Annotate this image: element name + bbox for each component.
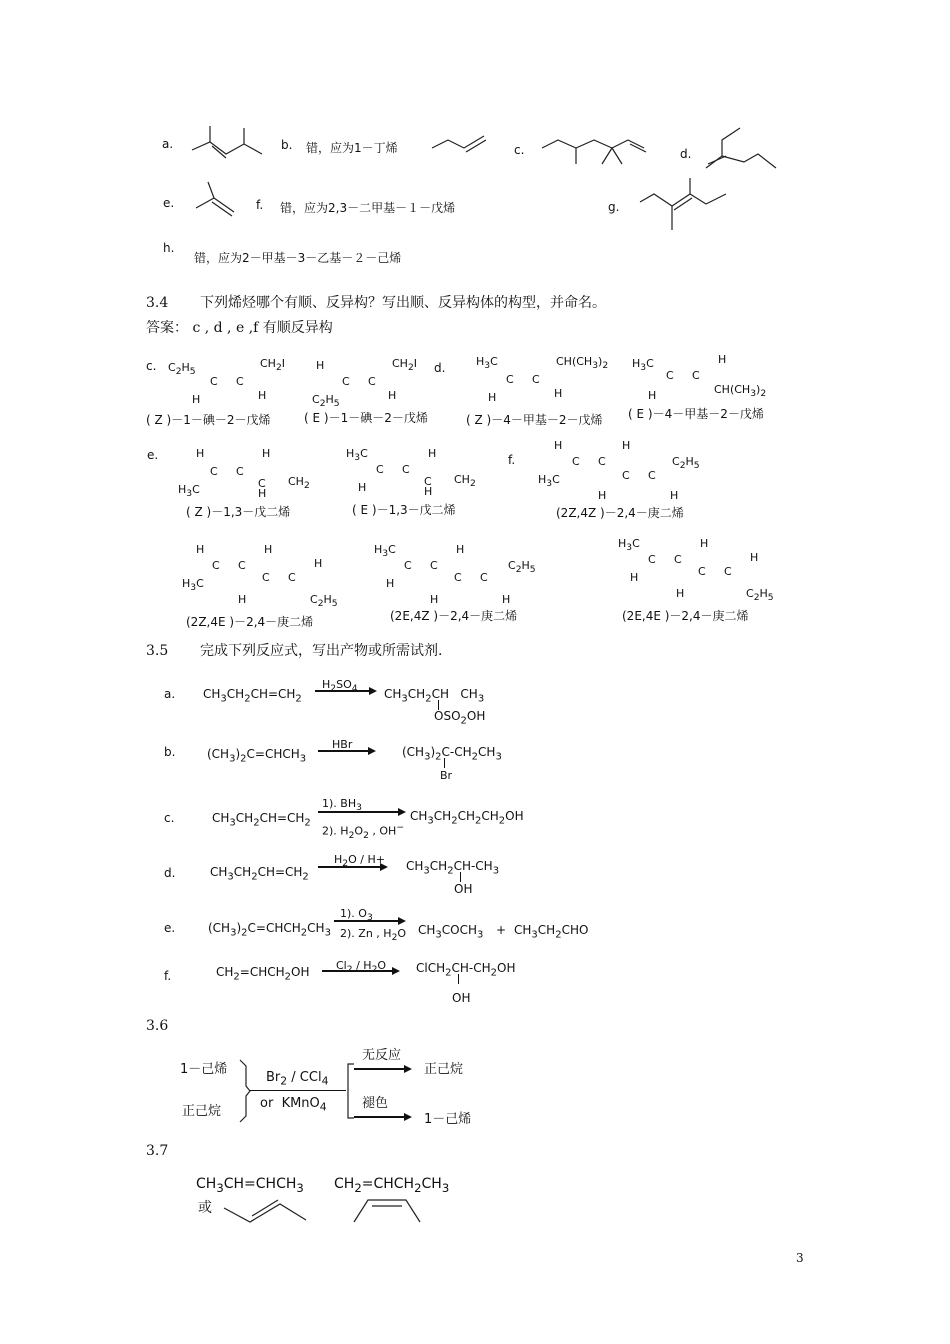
struct-e1-atom: C	[258, 477, 266, 490]
reaction-f-bond	[458, 974, 459, 984]
item-e-label: e.	[163, 196, 175, 210]
struct-f2-atom: H	[314, 557, 323, 570]
struct-f3-atom: C	[430, 559, 438, 572]
structure-d	[700, 124, 780, 176]
struct-f3-atom: C	[404, 559, 412, 572]
struct-e1-atom: $H_3C$	[178, 483, 200, 500]
isomer-f-label: f.	[508, 453, 516, 467]
section-3-4-number: 3.4	[146, 295, 169, 311]
reaction-d-arrow	[318, 866, 386, 868]
struct-f1-atom: H	[598, 489, 607, 502]
structure-2-butene	[222, 1196, 312, 1226]
struct-c1-atom: C	[210, 375, 218, 388]
isomer-name-c2: ( E )－1－碘－2－戊烯	[304, 411, 428, 425]
mixture-top: 1－己烯	[180, 1062, 228, 1077]
reaction-b-reactant: $(CH_3)_2C=CHCH_3$	[207, 747, 307, 765]
test-line	[250, 1090, 346, 1091]
reaction-d-label: d.	[164, 866, 176, 880]
struct-e2-atom: $H_3C$	[346, 447, 368, 464]
reaction-c-reagent-1: 1). $BH_3$	[322, 797, 362, 814]
struct-f2-atom: H	[238, 593, 247, 606]
mixture-bottom: 正己烷	[182, 1104, 222, 1119]
struct-e1-atom: H	[258, 487, 267, 500]
isomer-name-f3: (2E,4Z )－2,4－庚二烯	[390, 609, 518, 623]
reaction-e-product-1: $CH_3COCH_3$	[418, 923, 484, 941]
struct-f1-atom: H	[670, 489, 679, 502]
struct-f3-atom: H	[386, 577, 395, 590]
struct-f4-atom: C	[674, 553, 682, 566]
isomer-1-formula: $CH_3CH=CHCH_3$	[196, 1176, 304, 1195]
struct-d1-atom: C	[532, 373, 540, 386]
reaction-a-product: $CH_3CH_2CH$ $CH_3$	[384, 687, 485, 705]
struct-f1-atom: C	[572, 455, 580, 468]
struct-f3-atom: H	[456, 543, 465, 556]
reaction-a-reagent: $H_2SO_4$	[322, 678, 358, 695]
item-g-label: g.	[608, 200, 620, 214]
reaction-e-reactant: $(CH_3)_2C=CHCH_2CH_3$	[208, 921, 331, 939]
structure-e	[192, 178, 242, 218]
struct-c1-atom: C	[236, 375, 244, 388]
isomer-name-d2: ( E )－4－甲基－2－戊烯	[628, 407, 764, 421]
reaction-b-label: b.	[164, 745, 176, 759]
struct-f4-atom: $H_3C$	[618, 537, 640, 554]
reaction-e-product-2: $CH_3CH_2CHO$	[514, 923, 589, 941]
section-3-7-number: 3.7	[146, 1143, 169, 1159]
product-hexane: 正己烷	[424, 1062, 464, 1077]
struct-f3-atom: $H_3C$	[374, 543, 396, 560]
struct-f3-atom: C	[480, 571, 488, 584]
struct-f1-atom: C	[622, 469, 630, 482]
struct-e2-atom: H	[428, 447, 437, 460]
struct-e1-atom: H	[262, 447, 271, 460]
struct-f4-atom: C	[724, 565, 732, 578]
struct-d2-atom: H	[718, 353, 727, 366]
struct-f2-atom: C	[212, 559, 220, 572]
isomer-d-label: d.	[434, 361, 446, 375]
struct-f4-atom: H	[750, 551, 759, 564]
structure-a	[190, 122, 270, 167]
struct-f1-atom: H	[554, 439, 563, 452]
struct-d2-atom: $CH(CH_3)_2$	[714, 383, 767, 400]
reaction-c-reagent-2: 2). $H_2O_2$ , OH−	[322, 822, 404, 841]
struct-c2-atom: C	[368, 375, 376, 388]
struct-c2-atom: H	[388, 389, 397, 402]
struct-e2-atom: $CH_2$	[454, 473, 476, 490]
struct-d2-atom: H	[648, 389, 657, 402]
result-bracket	[344, 1062, 356, 1120]
struct-e2-atom: H	[358, 481, 367, 494]
reaction-a-substituent: $OSO_2OH$	[434, 709, 486, 727]
struct-f1-atom: C	[598, 455, 606, 468]
reaction-b-substituent: Br	[440, 769, 453, 782]
isomer-name-f4: (2E,4E )－2,4－庚二烯	[622, 609, 749, 623]
result-decolor: 褪色	[362, 1096, 389, 1111]
reaction-b-arrow	[318, 750, 374, 752]
struct-d1-atom: C	[506, 373, 514, 386]
struct-f1-atom: $H_3C$	[538, 473, 560, 490]
isomer-c-label: c.	[146, 359, 157, 373]
struct-c2-atom: C	[342, 375, 350, 388]
struct-f4-atom: H	[700, 537, 709, 550]
struct-c2-atom: $C_2H_5$	[312, 393, 340, 410]
item-f-label: f.	[256, 198, 264, 212]
isomer-name-f2: (2Z,4E )－2,4－庚二烯	[186, 615, 314, 629]
reaction-a-reactant: $CH_3CH_2CH=CH_2$	[203, 687, 302, 705]
struct-f3-atom: $C_2H_5$	[508, 559, 536, 576]
isomer-name-d1: ( Z )－4－甲基－2－戊烯	[466, 413, 603, 427]
struct-e2-atom: C	[376, 463, 384, 476]
struct-e1-atom: C	[236, 465, 244, 478]
reaction-e-arrow	[334, 920, 404, 922]
struct-f4-atom: $C_2H_5$	[746, 587, 774, 604]
item-b-text: 错，应为1－丁烯	[306, 141, 398, 155]
page-number: 3	[796, 1251, 804, 1265]
reaction-a-label: a.	[164, 687, 176, 701]
struct-f4-atom: H	[676, 587, 685, 600]
section-3-5-question: 完成下列反应式，写出产物或所需试剂.	[200, 643, 443, 659]
struct-d2-atom: $H_3C$	[632, 357, 654, 374]
reaction-c-product: $CH_3CH_2CH_2CH_2OH$	[410, 809, 524, 827]
reaction-d-reactant: $CH_3CH_2CH=CH_2$	[210, 865, 309, 883]
struct-e2-atom: C	[424, 475, 432, 488]
struct-f2-atom: C	[262, 571, 270, 584]
struct-f3-atom: H	[430, 593, 439, 606]
section-3-4-question: 下列烯烃哪个有顺、反异构？写出顺、反异构体的构型，并命名。	[200, 295, 606, 311]
struct-f1-atom: $C_2H_5$	[672, 455, 700, 472]
struct-f4-atom: C	[698, 565, 706, 578]
reaction-f-reagent: $Cl_2 / H_2O$	[336, 959, 387, 976]
reaction-f-reactant: $CH_2=CHCH_2OH$	[216, 965, 310, 983]
section-3-4-answer: 答案： c , d , e ,f 有顺反异构	[146, 320, 333, 336]
struct-d1-atom: $H_3C$	[476, 355, 498, 372]
struct-e1-atom: $CH_2$	[288, 475, 310, 492]
struct-c2-atom: $CH_2I$	[392, 357, 418, 374]
structure-cis-2-butene	[352, 1194, 424, 1224]
structure-b	[430, 132, 490, 157]
struct-f2-atom: H	[196, 543, 205, 556]
reaction-f-product: $ClCH_2CH-CH_2OH$	[416, 961, 516, 979]
reaction-b-product: $(CH_3)_2C-CH_2CH_3$	[402, 745, 502, 763]
reaction-a-arrow	[315, 690, 375, 692]
reaction-d-product: $CH_3CH_2CH-CH_3$	[406, 859, 500, 877]
struct-f2-atom: $C_2H_5$	[310, 593, 338, 610]
reaction-d-substituent: OH	[454, 882, 473, 896]
struct-c1-atom: H	[258, 389, 267, 402]
isomer-e-label: e.	[147, 448, 159, 462]
struct-d2-atom: C	[692, 369, 700, 382]
isomer-name-c1: ( Z )－1－碘－2－戊烯	[146, 413, 271, 427]
item-h-label: h.	[163, 241, 175, 255]
struct-f2-atom: C	[238, 559, 246, 572]
struct-c1-atom: $C_2H_5$	[168, 361, 196, 378]
struct-f4-atom: C	[648, 553, 656, 566]
item-f-text: 错，应为2,3－二甲基－１－戊烯	[280, 201, 456, 215]
reaction-f-substituent: OH	[452, 991, 471, 1005]
reaction-b-bond	[444, 758, 445, 768]
struct-e1-atom: C	[210, 465, 218, 478]
item-c-label: c.	[514, 143, 525, 157]
reaction-e-reagent-2: 2). Zn , $H_2O$	[340, 927, 407, 944]
reaction-f-label: f.	[164, 969, 172, 983]
result-no-reaction: 无反应	[362, 1048, 402, 1063]
result-arrow-2	[354, 1116, 410, 1118]
struct-e2-atom: H	[424, 485, 433, 498]
struct-d2-atom: C	[666, 369, 674, 382]
struct-f3-atom: C	[454, 571, 462, 584]
reaction-e-label: e.	[164, 921, 176, 935]
item-a-label: a.	[162, 137, 174, 151]
reaction-e-plus: +	[496, 923, 507, 937]
structure-g	[636, 174, 732, 234]
struct-d1-atom: H	[488, 391, 497, 404]
struct-c2-atom: H	[316, 359, 325, 372]
result-arrow-1	[354, 1068, 410, 1070]
mixture-brace	[238, 1058, 252, 1124]
struct-f2-atom: $H_3C$	[182, 577, 204, 594]
structure-c	[540, 130, 652, 172]
isomer-2-formula: $CH_2=CHCH_2CH_3$	[334, 1176, 450, 1195]
struct-c1-atom: $CH_2I$	[260, 357, 286, 374]
item-b-label: b.	[281, 138, 293, 152]
item-h-text: 错，应为2－甲基－3－乙基－２－己烯	[194, 251, 402, 265]
struct-d1-atom: $CH(CH_3)_2$	[556, 355, 609, 372]
test-reagent-2: or KMnO$_4$	[260, 1096, 327, 1114]
reaction-c-label: c.	[164, 811, 175, 825]
struct-f1-atom: C	[648, 469, 656, 482]
struct-e2-atom: C	[402, 463, 410, 476]
item-d-label: d.	[680, 147, 692, 161]
isomer-name-e2: ( E )－1,3－戊二烯	[352, 503, 456, 517]
section-3-5-number: 3.5	[146, 643, 169, 659]
or-text: 或	[198, 1200, 212, 1216]
struct-f2-atom: H	[264, 543, 273, 556]
isomer-name-e1: ( Z )－1,3－戊二烯	[186, 505, 291, 519]
isomer-name-f1: (2Z,4Z )－2,4－庚二烯	[556, 506, 684, 520]
reaction-d-reagent: $H_2O / H+$	[334, 853, 385, 870]
product-hexene: 1－己烯	[424, 1112, 472, 1127]
reaction-c-arrow	[318, 811, 404, 813]
reaction-f-arrow	[322, 970, 398, 972]
struct-f1-atom: H	[622, 439, 631, 452]
struct-d1-atom: H	[554, 387, 563, 400]
reaction-c-reactant: $CH_3CH_2CH=CH_2$	[212, 811, 311, 829]
struct-f2-atom: C	[288, 571, 296, 584]
struct-f4-atom: H	[630, 571, 639, 584]
test-reagent-1: $Br_2 / CCl_4$	[266, 1070, 329, 1088]
struct-e1-atom: H	[196, 447, 205, 460]
section-3-6-number: 3.6	[146, 1018, 169, 1034]
reaction-e-reagent-1: 1). $O_3$	[340, 907, 373, 924]
reaction-b-reagent: HBr	[332, 738, 353, 751]
struct-f3-atom: H	[502, 593, 511, 606]
struct-c1-atom: H	[192, 393, 201, 406]
